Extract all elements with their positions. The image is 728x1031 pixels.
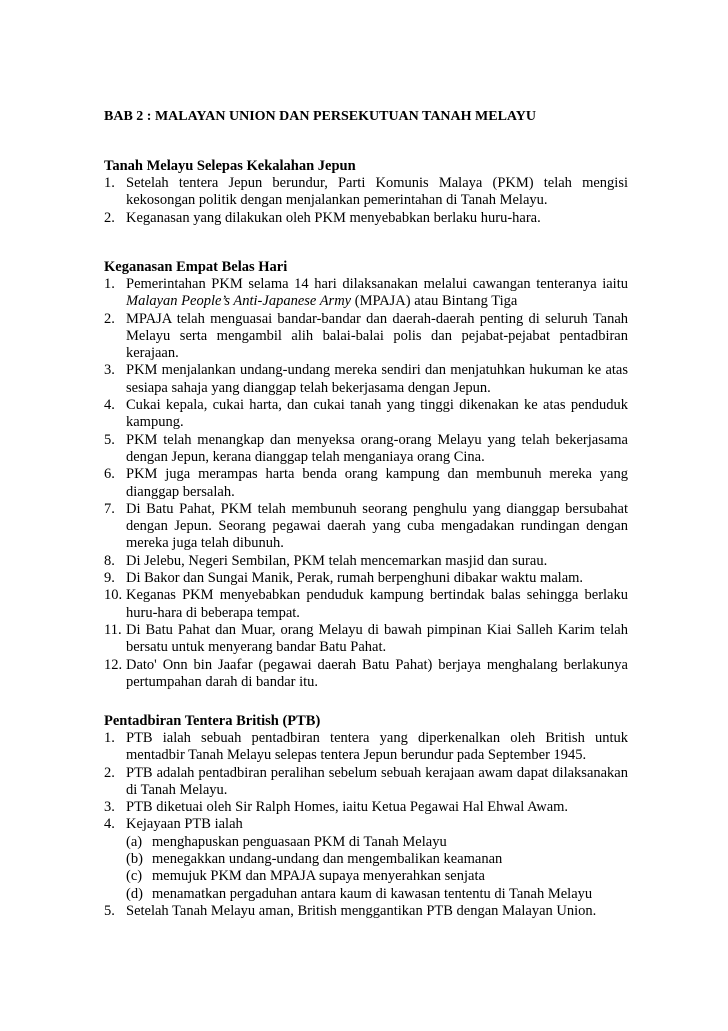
sub-item-text: menghapuskan penguasaan PKM di Tanah Melayu <box>152 833 447 850</box>
item-number: 2. <box>104 209 115 226</box>
item-number: 5. <box>104 431 115 448</box>
list-item <box>104 657 628 692</box>
lettered-sublist <box>126 834 628 903</box>
item-text: PTB diketuai oleh Sir Ralph Homes, iaitu Ketua Pegawai Hal Ehwal Awam. <box>126 799 569 816</box>
item-text: Cukai kepala, cukai harta, dan cukai tanah yang tinggi dikenakan ke atas penduduk kampung. <box>126 397 628 431</box>
item-text: PKM juga merampas harta benda orang kampung dan membunuh mereka yang dianggap bersalah. <box>126 466 628 500</box>
list-item <box>104 587 628 622</box>
list-item <box>104 799 628 816</box>
numbered-list <box>104 175 628 227</box>
item-number: 1. <box>104 276 115 292</box>
numbered-list <box>104 730 628 920</box>
list-item <box>104 730 628 765</box>
item-number: 10. <box>104 587 123 604</box>
list-item <box>104 570 628 587</box>
list-item <box>104 501 628 553</box>
item-number: 8. <box>104 552 115 569</box>
item-text: PTB adalah pentadbiran peralihan sebelum sebuah kerajaan awam dapat dilaksanakan di Tanah Melayu. <box>126 764 628 798</box>
item-number: 2. <box>104 310 115 327</box>
list-item <box>104 816 628 902</box>
section-tanah-melayu-selepas-kekalahan-jepun <box>104 158 628 227</box>
list-item <box>104 175 628 210</box>
item-text: PKM menjalankan undang-undang mereka sendiri dan menjatuhkan hukuman ke atas sesiapa sahaja yang dianggap telah bekerjasama dengan Jepun. <box>126 362 628 396</box>
sub-item-letter: (d) <box>126 885 143 902</box>
item-number: 7. <box>104 500 115 517</box>
item-text: Di Jelebu, Negeri Sembilan, PKM telah mencemarkan masjid dan surau. <box>126 552 548 569</box>
item-number: 1. <box>104 730 115 746</box>
section-heading: Pentadbiran Tentera British (PTB) <box>104 713 321 729</box>
item-number: 6. <box>104 466 115 483</box>
item-text: Pemerintahan PKM selama 14 hari dilaksanakan melalui cawangan tenteranya iaitu <box>126 276 628 292</box>
list-item <box>104 903 628 920</box>
sublist-item <box>126 834 628 851</box>
list-item <box>104 397 628 432</box>
item-text: (MPAJA) atau Bintang Tiga <box>351 293 518 310</box>
section-keganasan-empat-belas-hari <box>104 259 628 691</box>
sublist-item <box>126 868 628 885</box>
item-italic-text: Malayan People’s Anti-Japanese Army <box>126 293 352 310</box>
item-text: Di Bakor dan Sungai Manik, Perak, rumah berpenghuni dibakar waktu malam. <box>126 570 584 587</box>
list-item <box>104 276 628 311</box>
list-item <box>104 466 628 501</box>
item-number: 5. <box>104 902 115 919</box>
sublist-item <box>126 851 628 868</box>
section-pentadbiran-tentera-british <box>104 713 628 920</box>
sub-item-letter: (b) <box>126 851 143 868</box>
item-text: PKM telah menangkap dan menyeksa orang-orang Melayu yang telah bekerjasama dengan Jepun, kerana dianggap telah menganiaya orang Cina. <box>126 431 628 465</box>
sub-item-text: menamatkan pergaduhan antara kaum di kawasan tententu di Tanah Melayu <box>152 885 593 902</box>
item-text: Setelah tentera Jepun berundur, Parti Komunis Malaya (PKM) telah mengisi kekosongan politik dengan menjalankan pemerintahan di Tanah Melayu. <box>126 175 628 209</box>
item-text: Keganasan yang dilakukan oleh PKM menyebabkan berlaku huru-hara. <box>126 209 541 226</box>
item-text: MPAJA telah menguasai bandar-bandar dan daerah-daerah penting di seluruh Tanah Melayu serta mengambil alih balai-balai polis dan pejabat-pejabat pentadbiran kerajaan. <box>126 310 628 362</box>
sub-item-letter: (a) <box>126 833 143 850</box>
list-item <box>104 553 628 570</box>
list-item <box>104 622 628 657</box>
item-text: PTB ialah sebuah pentadbiran tentera yang diperkenalkan oleh British untuk mentadbir Tanah Melayu selepas tentera Jepun berundur pada September 1945. <box>126 730 628 764</box>
item-text: Di Batu Pahat dan Muar, orang Melayu di bawah pimpinan Kiai Salleh Karim telah bersatu untuk menyerang bandar Batu Pahat. <box>126 621 628 656</box>
section-heading: Keganasan Empat Belas Hari <box>104 259 288 275</box>
item-text: Keganas PKM menyebabkan penduduk kampung bertindak balas sehingga berlaku huru-hara di beberapa tempat. <box>126 587 628 621</box>
item-number: 12. <box>104 656 123 673</box>
sub-item-text: menegakkan undang-undang dan mengembalikan keamanan <box>152 851 503 868</box>
sub-item-letter: (c) <box>126 868 143 885</box>
item-number: 3. <box>104 799 115 816</box>
list-item <box>104 311 628 363</box>
item-number: 2. <box>104 764 115 781</box>
item-number: 3. <box>104 362 115 379</box>
item-number: 4. <box>104 816 115 833</box>
item-number: 1. <box>104 175 115 191</box>
sublist-item <box>126 886 628 903</box>
item-number: 4. <box>104 397 115 414</box>
chapter-title: BAB 2 : MALAYAN UNION DAN PERSEKUTUAN TANAH MELAYU <box>104 109 536 124</box>
item-text: Kejayaan PTB ialah <box>126 816 243 833</box>
numbered-list <box>104 276 628 691</box>
item-number: 11. <box>104 621 122 638</box>
list-item <box>104 362 628 397</box>
list-item <box>104 432 628 467</box>
item-number: 9. <box>104 570 115 587</box>
list-item <box>104 210 628 227</box>
sub-item-text: memujuk PKM dan MPAJA supaya menyerahkan senjata <box>152 868 485 885</box>
section-heading: Tanah Melayu Selepas Kekalahan Jepun <box>104 158 356 174</box>
list-item <box>104 765 628 800</box>
item-text: Setelah Tanah Melayu aman, British menggantikan PTB dengan Malayan Union. <box>126 902 597 919</box>
item-text: Di Batu Pahat, PKM telah membunuh seorang penghulu yang dianggap bersubahat dengan Jepun. Seorang pegawai daerah yang cuba mengadakan rundingan dengan mereka juga telah dibunuh. <box>126 500 628 552</box>
item-text: Dato' Onn bin Jaafar (pegawai daerah Batu Pahat) berjaya menghalang berlakunya pertumpahan darah di bandar itu. <box>126 656 628 690</box>
